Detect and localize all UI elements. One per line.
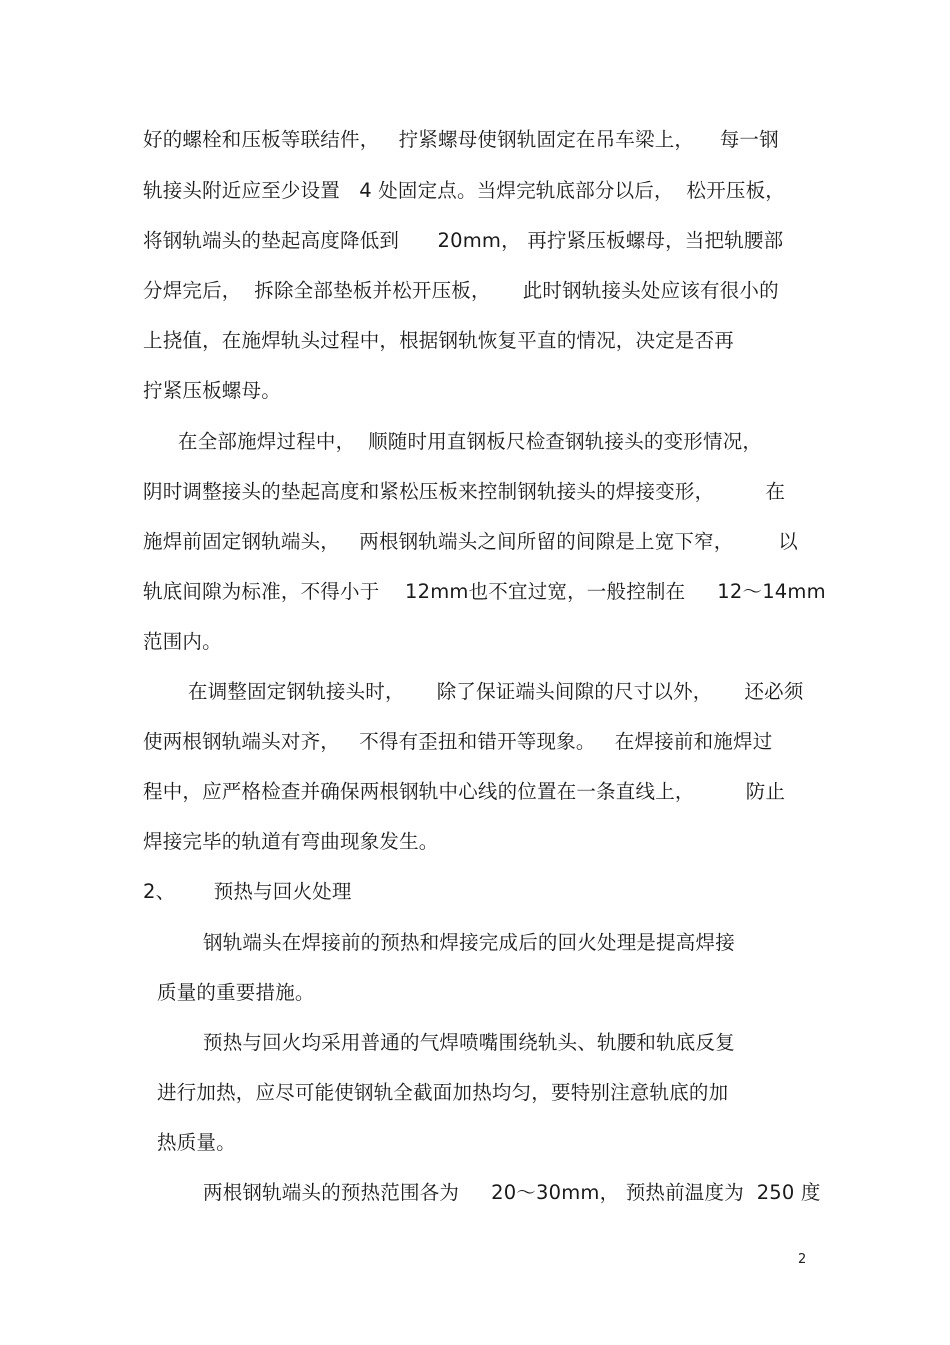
text-line: 将钢轨端头的垫起高度降低到 20mm， 再拧紧压板螺母，当把轨腰部 [143, 229, 784, 252]
text-line: 两根钢轨端头的预热范围各为 20～30mm， 预热前温度为 250 度 [203, 1181, 821, 1204]
text-line: 上挠值，在施焊轨头过程中，根据钢轨恢复平直的情况，决定是否再 [143, 329, 735, 352]
text-line: 热质量。 [157, 1131, 236, 1154]
text-line: 施焊前固定钢轨端头， 两根钢轨端头之间所留的间隙是上宽下窄， 以 [143, 530, 798, 553]
text-line: 钢轨端头在焊接前的预热和焊接完成后的回火处理是提高焊接 [203, 931, 735, 954]
text-line: 分焊完后， 拆除全部垫板并松开压板， 此时钢轨接头处应该有很小的 [143, 279, 779, 302]
text-line: 使两根钢轨端头对齐， 不得有歪扭和错开等现象。 在焊接前和施焊过 [143, 730, 773, 753]
text-line: 质量的重要措施。 [157, 981, 315, 1004]
text-line: 在调整固定钢轨接头时， 除了保证端头间隙的尺寸以外， 还必须 [188, 680, 804, 703]
text-line: 轨底间隙为标准，不得小于 12mm也不宜过宽，一般控制在 12～14mm [143, 580, 826, 603]
text-line: 进行加热，应尽可能使钢轨全截面加热均匀，要特别注意轨底的加 [157, 1081, 729, 1104]
text-line: 阴时调整接头的垫起高度和紧松压板来控制钢轨接头的焊接变形， 在 [143, 480, 786, 503]
page-number: 2 [798, 1252, 807, 1267]
text-line: 在全部施焊过程中， 顺随时用直钢板尺检查钢轨接头的变形情况， [178, 430, 763, 453]
text-line: 拧紧压板螺母。 [143, 379, 281, 402]
text-line: 好的螺栓和压板等联结件， 拧紧螺母使钢轨固定在吊车梁上， 每一钢 [143, 128, 779, 151]
text-line: 轨接头附近应至少设置 4 处固定点。当焊完轨底部分以后， 松开压板， [143, 179, 785, 202]
section-heading: 2、 预热与回火处理 [143, 880, 352, 903]
text-line: 程中，应严格检查并确保两根钢轨中心线的位置在一条直线上， 防止 [143, 780, 786, 803]
text-line: 预热与回火均采用普通的气焊喷嘴围绕轨头、轨腰和轨底反复 [203, 1031, 735, 1054]
text-line: 焊接完毕的轨道有弯曲现象发生。 [143, 830, 439, 853]
text-line: 范围内。 [143, 630, 222, 653]
